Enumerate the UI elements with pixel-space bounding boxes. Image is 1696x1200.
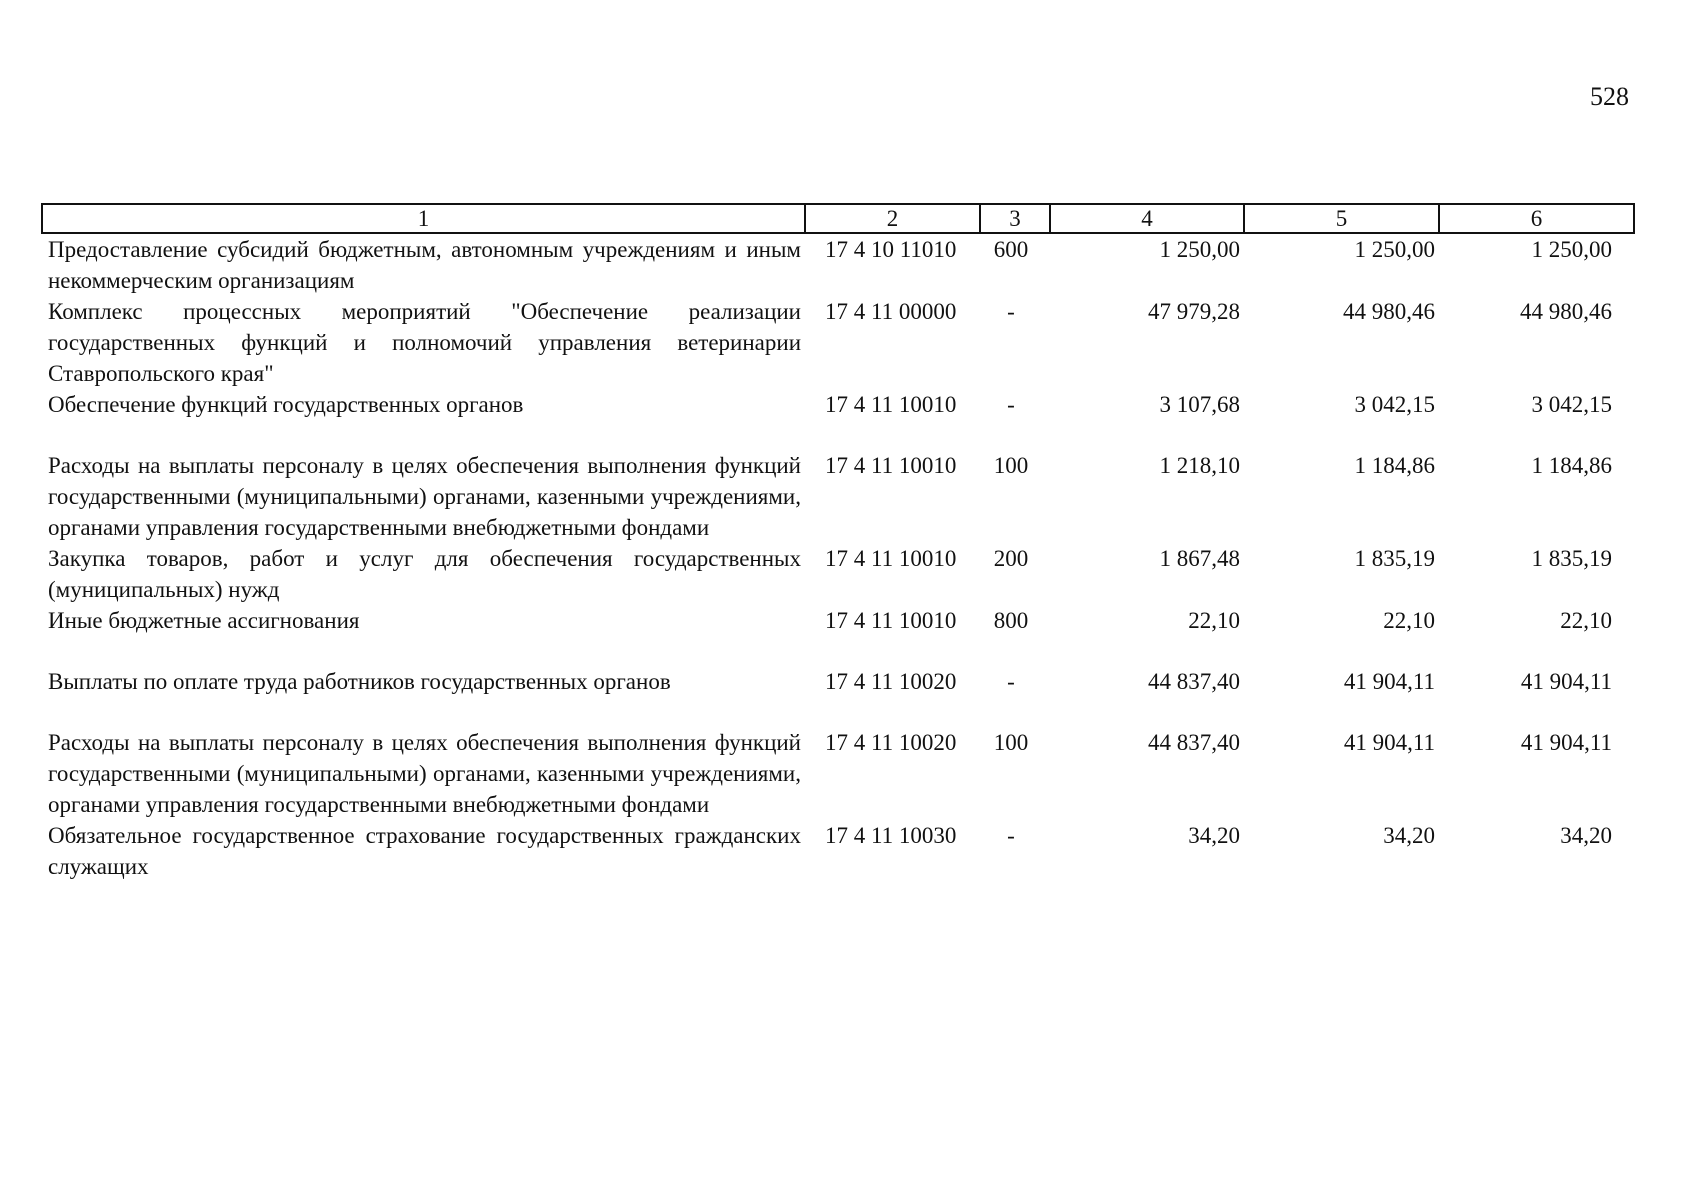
row-expense-type: -: [1007, 669, 1015, 694]
header-col-6: 6: [1439, 204, 1634, 233]
row-code: 17 4 11 10010: [825, 546, 957, 571]
table-header: [42, 204, 1634, 233]
row-expense-type: -: [1007, 823, 1015, 848]
header-col-5: 5: [1244, 204, 1439, 233]
table-row: [42, 296, 1634, 389]
row-expense-type: 100: [993, 730, 1029, 755]
row-code: 17 4 11 00000: [825, 299, 957, 324]
row-code: 17 4 11 10020: [825, 669, 957, 694]
row-value-col6: 3 042,15: [1531, 392, 1612, 417]
row-expense-type: -: [1007, 299, 1015, 324]
row-code: 17 4 11 10010: [825, 392, 957, 417]
row-value-col4: 47 979,28: [1148, 299, 1240, 324]
header-col-3: 3: [980, 204, 1050, 233]
row-value-col5: 1 184,86: [1354, 453, 1435, 478]
row-value-col4: 34,20: [1188, 823, 1240, 848]
row-value-col6: 41 904,11: [1520, 669, 1612, 694]
table-row: [42, 450, 1634, 543]
table-row: [42, 233, 1634, 296]
row-value-col6: 1 835,19: [1531, 546, 1612, 571]
row-value-col6: 1 250,00: [1531, 237, 1612, 262]
budget-table: [41, 203, 1635, 882]
header-row: [42, 204, 1634, 233]
table-body: [42, 233, 1634, 882]
row-expense-type: 800: [993, 608, 1029, 633]
row-code: 17 4 11 10010: [825, 608, 957, 633]
row-name: Расходы на выплаты персоналу в целях обеспечения выполнения функций государственными (муниципальными) органами, казенными учреждениями, органами управления государственными внебюджетными фондами: [48, 453, 801, 540]
row-code: 17 4 10 11010: [825, 237, 957, 262]
row-name: Закупка товаров, работ и услуг для обеспечения государственных (муниципальных) нужд: [48, 546, 801, 602]
row-value-col4: 1 218,10: [1159, 453, 1240, 478]
row-expense-type: 200: [993, 546, 1029, 571]
table-row: [42, 389, 1634, 450]
row-value-col5: 41 904,11: [1343, 730, 1435, 755]
header-col-4: 4: [1050, 204, 1244, 233]
row-value-col4: 22,10: [1188, 608, 1240, 633]
row-value-col5: 41 904,11: [1343, 669, 1435, 694]
row-value-col6: 1 184,86: [1531, 453, 1612, 478]
header-col-1: 1: [42, 204, 805, 233]
row-name: Иные бюджетные ассигнования: [48, 608, 360, 633]
row-value-col4: 3 107,68: [1159, 392, 1240, 417]
row-code: 17 4 11 10030: [825, 823, 957, 848]
row-value-col6: 22,10: [1560, 608, 1612, 633]
row-value-col4: 1 250,00: [1159, 237, 1240, 262]
row-code: 17 4 11 10010: [825, 453, 957, 478]
row-value-col4: 1 867,48: [1159, 546, 1240, 571]
table-row: [42, 605, 1634, 666]
table-row: [42, 543, 1634, 605]
row-value-col5: 1 835,19: [1354, 546, 1435, 571]
header-col-2: 2: [805, 204, 980, 233]
row-name: Обеспечение функций государственных органов: [48, 392, 524, 417]
row-value-col6: 34,20: [1560, 823, 1612, 848]
page-number: 528: [1590, 82, 1629, 111]
table-row: [42, 666, 1634, 727]
row-value-col6: 41 904,11: [1520, 730, 1612, 755]
table-row: [42, 820, 1634, 882]
row-value-col5: 22,10: [1383, 608, 1435, 633]
table-row: [42, 727, 1634, 820]
row-expense-type: 100: [993, 453, 1029, 478]
row-name: Обязательное государственное страхование государственных гражданских служащих: [48, 823, 801, 879]
row-expense-type: 600: [993, 237, 1029, 262]
row-value-col5: 1 250,00: [1354, 237, 1435, 262]
row-name: Расходы на выплаты персоналу в целях обеспечения выполнения функций государственными (муниципальными) органами, казенными учреждениями, органами управления государственными внебюджетными фондами: [48, 730, 801, 817]
row-name: Выплаты по оплате труда работников государственных органов: [48, 669, 671, 694]
row-value-col4: 44 837,40: [1148, 669, 1240, 694]
row-value-col5: 44 980,46: [1343, 299, 1435, 324]
row-value-col5: 34,20: [1383, 823, 1435, 848]
row-value-col4: 44 837,40: [1148, 730, 1240, 755]
row-expense-type: -: [1007, 392, 1015, 417]
row-name: Предоставление субсидий бюджетным, автономным учреждениям и иным некоммерческим организациям: [48, 237, 801, 293]
row-value-col5: 3 042,15: [1354, 392, 1435, 417]
row-name: Комплекс процессных мероприятий "Обеспечение реализации государственных функций и полномочий управления ветеринарии Ставропольского края": [48, 299, 801, 386]
row-value-col6: 44 980,46: [1520, 299, 1612, 324]
row-code: 17 4 11 10020: [825, 730, 957, 755]
